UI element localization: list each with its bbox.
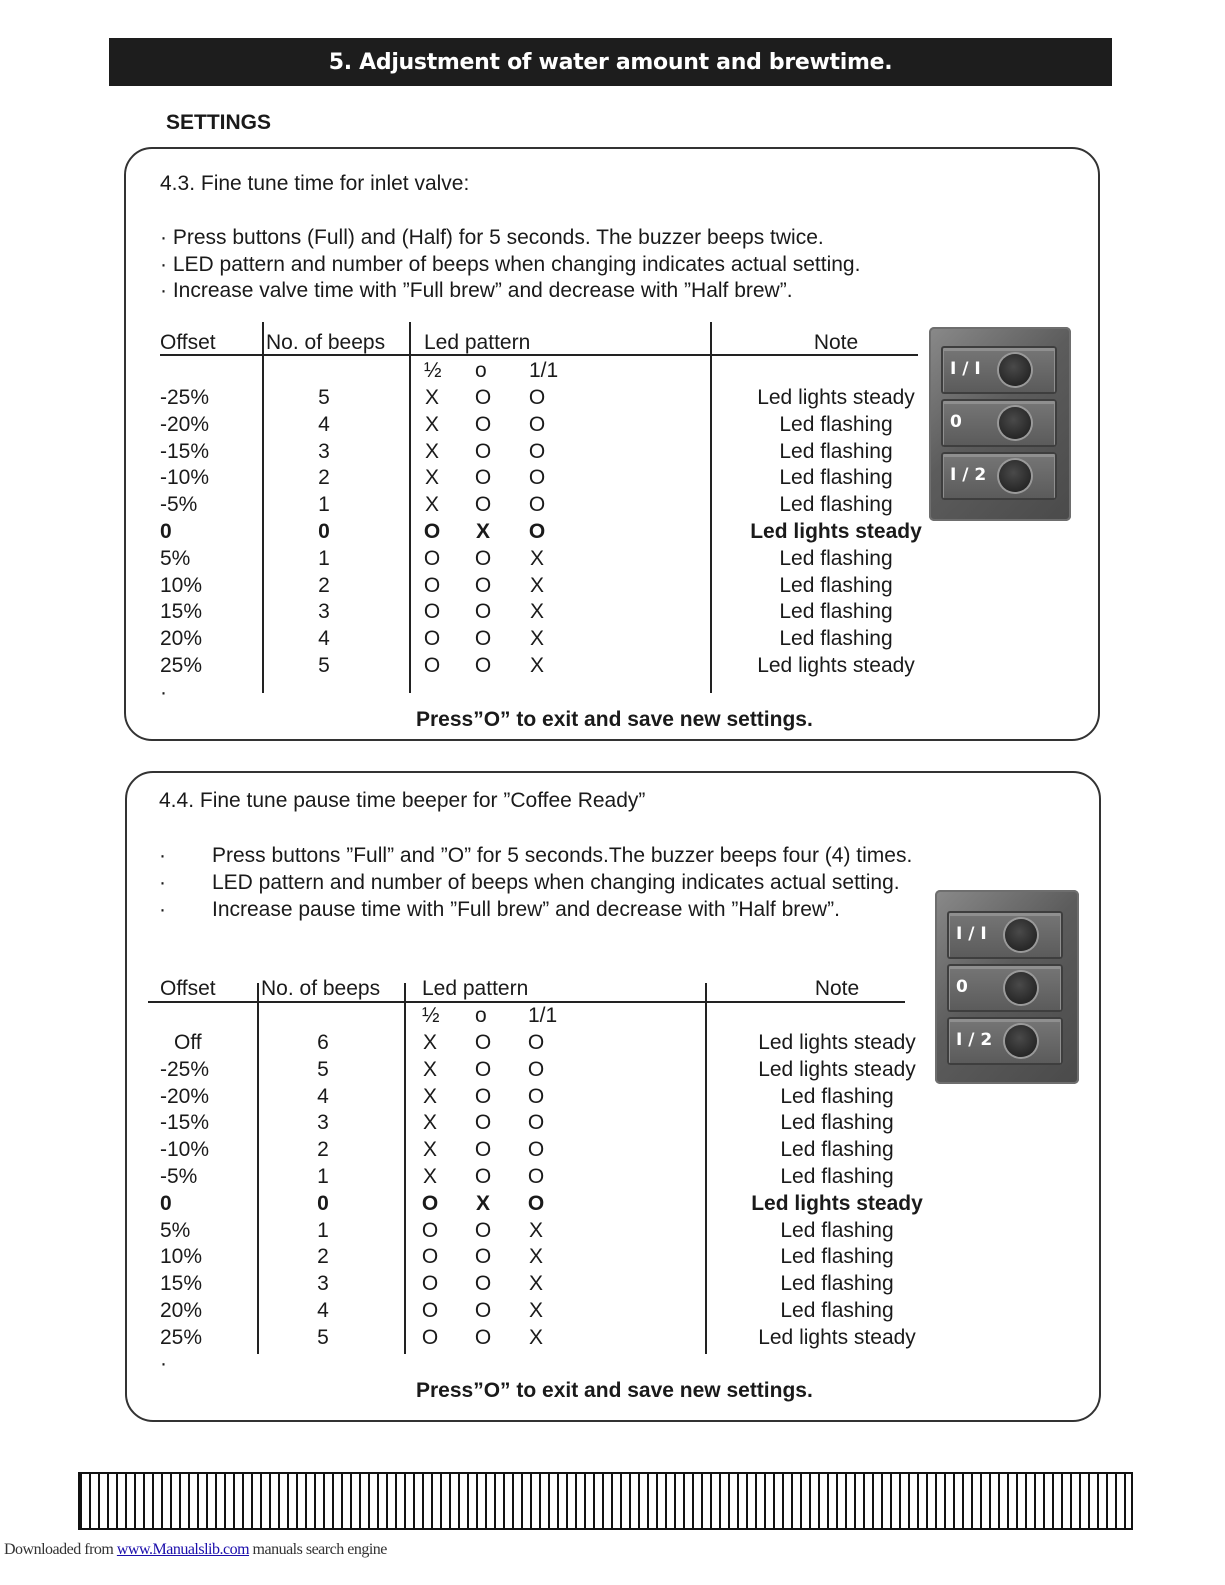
panel1-bullet: · Press buttons (Full) and (Half) for 5 seconds. The buzzer beeps twice. — [160, 226, 824, 249]
button-knob — [999, 354, 1031, 386]
led-cell: O — [474, 466, 492, 489]
column-header-led-pattern: Led pattern — [422, 977, 529, 1000]
led-cell: O — [423, 627, 441, 650]
note-cell: Led flashing — [780, 1272, 894, 1295]
zero-label: 0 — [956, 977, 968, 997]
led-cell: O — [421, 1272, 439, 1295]
note-cell: Led lights steady — [758, 1058, 916, 1081]
note-cell: Led flashing — [780, 1085, 894, 1108]
led-cell: O — [474, 1299, 492, 1322]
note-cell: Led lights steady — [758, 1326, 916, 1349]
note-cell: Led flashing — [780, 1299, 894, 1322]
led-cell: O — [528, 386, 546, 409]
beeps-cell: 2 — [317, 1138, 329, 1161]
button-knob — [999, 460, 1031, 492]
page-border-barcode — [78, 1472, 1133, 1530]
full-brew-button-image — [941, 346, 1057, 394]
offset-cell: -10% — [160, 466, 210, 489]
led-cell: O — [474, 1219, 492, 1242]
table-header-rule — [148, 1001, 905, 1003]
offset-cell: -25% — [160, 386, 210, 409]
led-cell: O — [474, 1165, 492, 1188]
led-cell: O — [527, 1058, 545, 1081]
section-header — [109, 38, 1112, 86]
led-cell: O — [474, 493, 492, 516]
offset-cell: Off — [174, 1031, 202, 1054]
zero-button-image — [941, 399, 1057, 447]
column-header-beeps: No. of beeps — [266, 331, 386, 354]
offset-cell: 5% — [160, 547, 191, 570]
beeps-cell: 4 — [318, 627, 330, 650]
button-knob — [999, 407, 1031, 439]
half-brew-label: I / 2 — [950, 465, 987, 485]
led-cell: O — [474, 574, 492, 597]
led-cell: O — [474, 386, 492, 409]
download-footer — [4, 1541, 387, 1559]
led-cell: X — [424, 440, 440, 463]
beeps-cell: 1 — [317, 1165, 329, 1188]
led-cell: O — [423, 600, 441, 623]
led-subheader: ½ — [424, 359, 442, 382]
led-cell: X — [528, 1299, 544, 1322]
offset-cell: -20% — [160, 413, 210, 436]
led-cell: O — [528, 413, 546, 436]
column-header-beeps: No. of beeps — [261, 977, 381, 1000]
column-header-led-pattern: Led pattern — [424, 331, 531, 354]
note-cell: Led flashing — [780, 1165, 894, 1188]
led-cell: X — [422, 1085, 438, 1108]
offset-cell: 0 — [160, 520, 172, 543]
beeps-cell: 1 — [317, 1219, 329, 1242]
column-header-note: Note — [814, 977, 860, 1000]
note-cell: Led flashing — [780, 1138, 894, 1161]
note-cell: Led flashing — [780, 1219, 894, 1242]
panel2-exit-instruction: Press”O” to exit and save new settings. — [416, 1379, 813, 1402]
beeps-cell: 6 — [317, 1031, 329, 1054]
stray-dot: · — [160, 681, 167, 704]
note-cell: Led flashing — [779, 413, 893, 436]
beeps-cell: 2 — [317, 1245, 329, 1268]
led-cell: O — [423, 654, 441, 677]
led-subheader: o — [475, 1004, 487, 1027]
note-cell: Led flashing — [779, 440, 893, 463]
note-cell: Led flashing — [779, 574, 893, 597]
note-cell: Led lights steady — [758, 1031, 916, 1054]
offset-cell: -5% — [160, 493, 198, 516]
beeps-cell: 4 — [317, 1299, 329, 1322]
note-cell: Led flashing — [779, 627, 893, 650]
beeps-cell: 5 — [317, 1058, 329, 1081]
led-cell: O — [528, 466, 546, 489]
led-cell: O — [474, 440, 492, 463]
footer-prefix: Downloaded from — [4, 1541, 117, 1558]
note-cell: Led flashing — [779, 547, 893, 570]
column-separator — [705, 983, 707, 1354]
offset-cell: -15% — [160, 1111, 210, 1134]
column-header-offset: Offset — [160, 331, 216, 354]
footer-suffix: manuals search engine — [249, 1541, 387, 1558]
control-panel-image — [935, 890, 1079, 1084]
beeps-cell: 1 — [318, 547, 330, 570]
led-cell: X — [422, 1138, 438, 1161]
led-cell: X — [529, 600, 545, 623]
offset-cell: -15% — [160, 440, 210, 463]
led-cell: X — [529, 574, 545, 597]
led-cell: O — [528, 493, 546, 516]
half-brew-button-image — [947, 1017, 1063, 1065]
section-title: 5. Adjustment of water amount and brewtime. — [328, 49, 893, 75]
beeps-cell: 5 — [317, 1326, 329, 1349]
led-cell: O — [423, 547, 441, 570]
led-cell: O — [474, 1058, 492, 1081]
offset-cell: 25% — [160, 654, 203, 677]
led-cell: X — [528, 1326, 544, 1349]
led-cell: O — [474, 1085, 492, 1108]
panel1-bullet: · Increase valve time with ”Full brew” and decrease with ”Half brew”. — [160, 279, 793, 302]
note-cell: Led lights steady — [757, 654, 915, 677]
beeps-cell: 4 — [318, 413, 330, 436]
led-cell: X — [529, 627, 545, 650]
full-brew-label: I / I — [950, 359, 981, 379]
offset-cell: 15% — [160, 1272, 203, 1295]
stray-dot: · — [160, 1352, 167, 1375]
offset-cell: 10% — [160, 1245, 203, 1268]
zero-label: 0 — [950, 412, 962, 432]
led-cell: O — [474, 627, 492, 650]
led-cell: X — [424, 413, 440, 436]
settings-label: SETTINGS — [166, 111, 272, 134]
beeps-cell: 1 — [318, 493, 330, 516]
offset-cell: 20% — [160, 1299, 203, 1322]
note-cell: Led flashing — [780, 1111, 894, 1134]
led-cell: X — [422, 1031, 438, 1054]
zero-button-image — [947, 964, 1063, 1012]
led-cell: X — [529, 547, 545, 570]
panel2-bullet: LED pattern and number of beeps when changing indicates actual setting. — [212, 871, 900, 894]
led-cell: O — [474, 1111, 492, 1134]
half-brew-label: I / 2 — [956, 1030, 993, 1050]
led-cell: X — [475, 520, 491, 543]
offset-cell: 10% — [160, 574, 203, 597]
led-cell: X — [422, 1058, 438, 1081]
beeps-cell: 5 — [318, 654, 330, 677]
beeps-cell: 3 — [317, 1272, 329, 1295]
led-cell: O — [421, 1192, 439, 1215]
led-cell: X — [528, 1272, 544, 1295]
panel1-title: 4.3. Fine tune time for inlet valve: — [160, 172, 470, 195]
button-knob — [1005, 972, 1037, 1004]
pause-beeper-panel — [125, 771, 1101, 1422]
panel1-exit-instruction: Press”O” to exit and save new settings. — [416, 708, 813, 731]
note-cell: Led flashing — [780, 1245, 894, 1268]
beeps-cell: 5 — [318, 386, 330, 409]
led-cell: O — [527, 1031, 545, 1054]
beeps-cell: 2 — [318, 574, 330, 597]
offset-cell: -20% — [160, 1085, 210, 1108]
column-separator — [262, 322, 264, 693]
led-cell: O — [474, 654, 492, 677]
led-cell: O — [421, 1326, 439, 1349]
led-subheader: 1/1 — [529, 359, 559, 382]
led-cell: O — [474, 600, 492, 623]
led-subheader: o — [475, 359, 487, 382]
offset-cell: -25% — [160, 1058, 210, 1081]
led-cell: O — [474, 1031, 492, 1054]
led-cell: O — [423, 574, 441, 597]
panel2-bullet: Press buttons ”Full” and ”O” for 5 seconds.The buzzer beeps four (4) times. — [212, 844, 913, 867]
led-cell: X — [528, 1245, 544, 1268]
led-cell: X — [422, 1165, 438, 1188]
led-cell: O — [527, 1138, 545, 1161]
note-cell: Led lights steady — [757, 386, 915, 409]
led-cell: O — [421, 1299, 439, 1322]
led-cell: X — [422, 1111, 438, 1134]
column-separator — [710, 322, 712, 693]
offset-cell: 5% — [160, 1219, 191, 1242]
beeps-cell: 0 — [318, 520, 330, 543]
led-cell: O — [474, 1272, 492, 1295]
panel2-bullet-dot: · — [159, 898, 166, 921]
column-header-offset: Offset — [160, 977, 216, 1000]
control-panel-image — [929, 327, 1071, 521]
table-header-rule — [160, 354, 918, 356]
column-header-note: Note — [813, 331, 859, 354]
beeps-cell: 4 — [317, 1085, 329, 1108]
half-brew-button-image — [941, 452, 1057, 500]
led-cell: O — [421, 1245, 439, 1268]
led-cell: O — [527, 1165, 545, 1188]
panel1-bullet: · LED pattern and number of beeps when changing indicates actual setting. — [160, 253, 861, 276]
led-cell: O — [474, 413, 492, 436]
column-separator — [257, 983, 259, 1354]
column-separator — [404, 983, 406, 1354]
led-cell: O — [528, 520, 546, 543]
note-cell: Led lights steady — [751, 1192, 923, 1215]
offset-cell: 25% — [160, 1326, 203, 1349]
note-cell: Led flashing — [779, 466, 893, 489]
led-cell: X — [528, 1219, 544, 1242]
led-cell: X — [475, 1192, 491, 1215]
button-knob — [1005, 1025, 1037, 1057]
beeps-cell: 3 — [318, 440, 330, 463]
full-brew-label: I / I — [956, 924, 987, 944]
led-cell: X — [424, 386, 440, 409]
led-cell: O — [423, 520, 441, 543]
panel2-bullet-dot: · — [159, 844, 166, 867]
note-cell: Led flashing — [779, 600, 893, 623]
panel2-title: 4.4. Fine tune pause time beeper for ”Coffee Ready” — [159, 789, 646, 812]
beeps-cell: 3 — [318, 600, 330, 623]
led-cell: O — [474, 1138, 492, 1161]
led-cell: O — [474, 1245, 492, 1268]
panel2-bullet-dot: · — [159, 871, 166, 894]
led-cell: O — [474, 1326, 492, 1349]
offset-cell: -10% — [160, 1138, 210, 1161]
beeps-cell: 0 — [317, 1192, 329, 1215]
panel2-bullet: Increase pause time with ”Full brew” and decrease with ”Half brew”. — [212, 898, 840, 921]
led-cell: O — [421, 1219, 439, 1242]
led-cell: O — [527, 1111, 545, 1134]
note-cell: Led flashing — [779, 493, 893, 516]
manualslib-link[interactable]: www.Manualslib.com — [116, 1541, 250, 1558]
led-cell: O — [527, 1192, 545, 1215]
offset-cell: 15% — [160, 600, 203, 623]
led-cell: X — [529, 654, 545, 677]
offset-cell: -5% — [160, 1165, 198, 1188]
beeps-cell: 2 — [318, 466, 330, 489]
button-knob — [1005, 919, 1037, 951]
column-separator — [409, 322, 411, 693]
offset-cell: 20% — [160, 627, 203, 650]
led-cell: O — [528, 440, 546, 463]
offset-cell: 0 — [160, 1192, 172, 1215]
led-cell: X — [424, 493, 440, 516]
led-cell: O — [527, 1085, 545, 1108]
note-cell: Led lights steady — [750, 520, 922, 543]
led-cell: X — [424, 466, 440, 489]
led-cell: O — [474, 547, 492, 570]
led-subheader: 1/1 — [528, 1004, 558, 1027]
full-brew-button-image — [947, 911, 1063, 959]
beeps-cell: 3 — [317, 1111, 329, 1134]
led-subheader: ½ — [422, 1004, 440, 1027]
